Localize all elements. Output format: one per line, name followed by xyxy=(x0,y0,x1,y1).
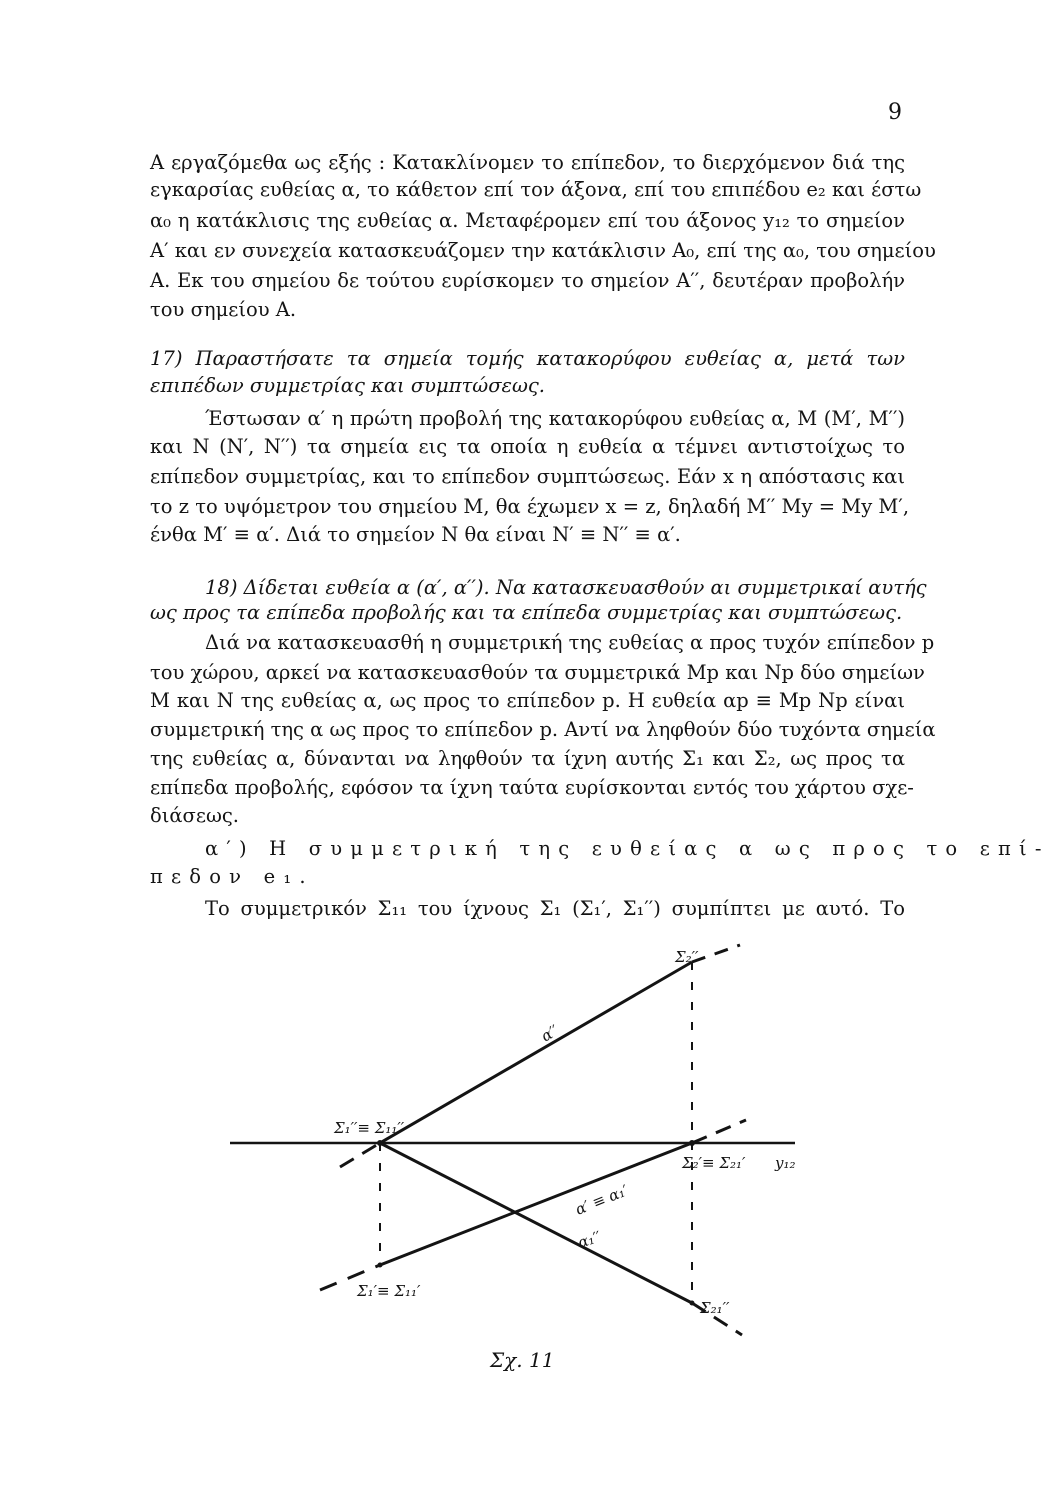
text-line: Έστωσαν α′ η πρώτη προβολή της κατακορύφου ευθείας α, Μ (Μ′, Μ′′) xyxy=(205,407,905,430)
point-s21-double xyxy=(690,1301,695,1306)
text-line: της ευθείας α, δύνανται να ληφθούν τα ίχνη αυτής Σ₁ και Σ₂, ως προς τα xyxy=(150,747,905,770)
text-line: συμμετρική της α ως προς το επίπεδον p. Αντί να ληφθούν δύο τυχόντα σημεία xyxy=(150,718,936,741)
label-alpha-double: α′′ xyxy=(538,1021,562,1046)
text-line: επιπέδων συμμετρίας και συμπτώσεως. xyxy=(150,374,545,397)
point-s2-single xyxy=(689,1140,695,1146)
point-s1-double xyxy=(377,1140,383,1146)
text-line: 18) Δίδεται ευθεία α (α′, α′′). Να κατασκευασθούν αι συμμετρικαί αυτής xyxy=(205,576,927,599)
text-line: του χώρου, αρκεί να κατασκευασθούν τα συμμετρικά Mp και Np δύο σημείων xyxy=(150,661,925,684)
text-line: Α εργαζόμεθα ως εξής : Κατακλίνομεν το επίπεδον, το διερχόμενον διά της xyxy=(150,151,905,174)
line-alpha-single xyxy=(380,1143,692,1265)
label-s1-eq-s11-single: Σ₁′≡ Σ₁₁′ xyxy=(357,1282,421,1300)
text-line: Α′ και εν συνεχεία κατασκευάζομεν την κατάκλισιν Α₀, επί της α₀, του σημείου xyxy=(150,239,936,262)
label-s2-double: Σ₂′′ xyxy=(675,948,699,966)
line-alpha-double xyxy=(380,962,692,1143)
text-line: α′) Η συμμετρική της ευθείας α ως προς το επί- xyxy=(205,837,1050,860)
point-s1-single xyxy=(378,1263,383,1268)
text-line: και Ν (Ν′, Ν′′) τα σημεία εις τα οποία η ευθεία α τέμνει αντιστοίχως το xyxy=(150,435,905,458)
text-line: Α. Εκ του σημείου δε τούτου ευρίσκομεν το σημείον Α′′, δευτέραν προβολήν xyxy=(150,269,905,292)
line-alpha1-double xyxy=(380,1143,692,1303)
text-line: του σημείου Α. xyxy=(150,298,297,321)
figure-caption: Σχ. 11 xyxy=(490,1348,555,1372)
text-line: πεδον e₁. xyxy=(150,865,314,888)
label-alpha-eq-alpha1: α′ ≡ α₁′ xyxy=(572,1181,631,1219)
text-line: το z το υψόμετρον του σημείου Μ, θα έχωμεν x = z, δηλαδή M′′ My = My M′, xyxy=(150,495,910,518)
page-number: 9 xyxy=(888,100,902,125)
text-line: ως προς τα επίπεδα προβολής και τα επίπεδα συμμετρίας και συμπτώσεως. xyxy=(150,601,903,624)
alpha-double-extension xyxy=(340,1143,380,1167)
text-line: Διά να κατασκευασθή η συμμετρική της ευθείας α προς τυχόν επίπεδον p xyxy=(205,631,935,654)
label-s1-eq-s11-double: Σ₁′′≡ Σ₁₁′′ xyxy=(334,1119,405,1137)
text-line: ένθα Μ′ ≡ α′. Διά το σημείον Ν θα είναι Ν′ ≡ Ν′′ ≡ α′. xyxy=(150,523,681,546)
label-s2-eq-s21-single: Σ₂′≡ Σ₂₁′ xyxy=(682,1154,746,1172)
text-line: επίπεδον συμμετρίας, και το επίπεδον συμπτώσεως. Εάν x η απόστασις και xyxy=(150,465,905,488)
alpha-single-extension xyxy=(692,1120,746,1143)
text-line: επίπεδα προβολής, εφόσον τα ίχνη ταύτα ευρίσκονται εντός του χάρτου σχε- xyxy=(150,776,914,799)
text-line-last: Το συμμετρικόν Σ₁₁ του ίχνους Σ₁ (Σ₁′, Σ₁′′) συμπίπτει με αυτό. Το xyxy=(205,897,905,920)
text-line: 17) Παραστήσατε τα σημεία τομής κατακορύφου ευθείας α, μετά των xyxy=(150,347,905,370)
label-y12: y₁₂ xyxy=(775,1154,796,1172)
text-line: α₀ η κατάκλισις της ευθείας α. Μεταφέρομεν επί του άξονος y₁₂ το σημείον xyxy=(150,209,905,232)
text-line: Μ και Ν της ευθείας α, ως προς το επίπεδον p. Η ευθεία αp ≡ Mp Np είναι xyxy=(150,689,905,712)
text-line: εγκαρσίας ευθείας α, το κάθετον επί τον άξονα, επί του επιπέδου e₂ και έστω xyxy=(150,178,922,201)
text-line: διάσεως. xyxy=(150,804,239,827)
alpha-double-extension xyxy=(692,945,740,962)
label-alpha1-double: α₁′′ xyxy=(575,1227,604,1252)
label-s21-double: Σ₂₁′′ xyxy=(700,1299,730,1317)
